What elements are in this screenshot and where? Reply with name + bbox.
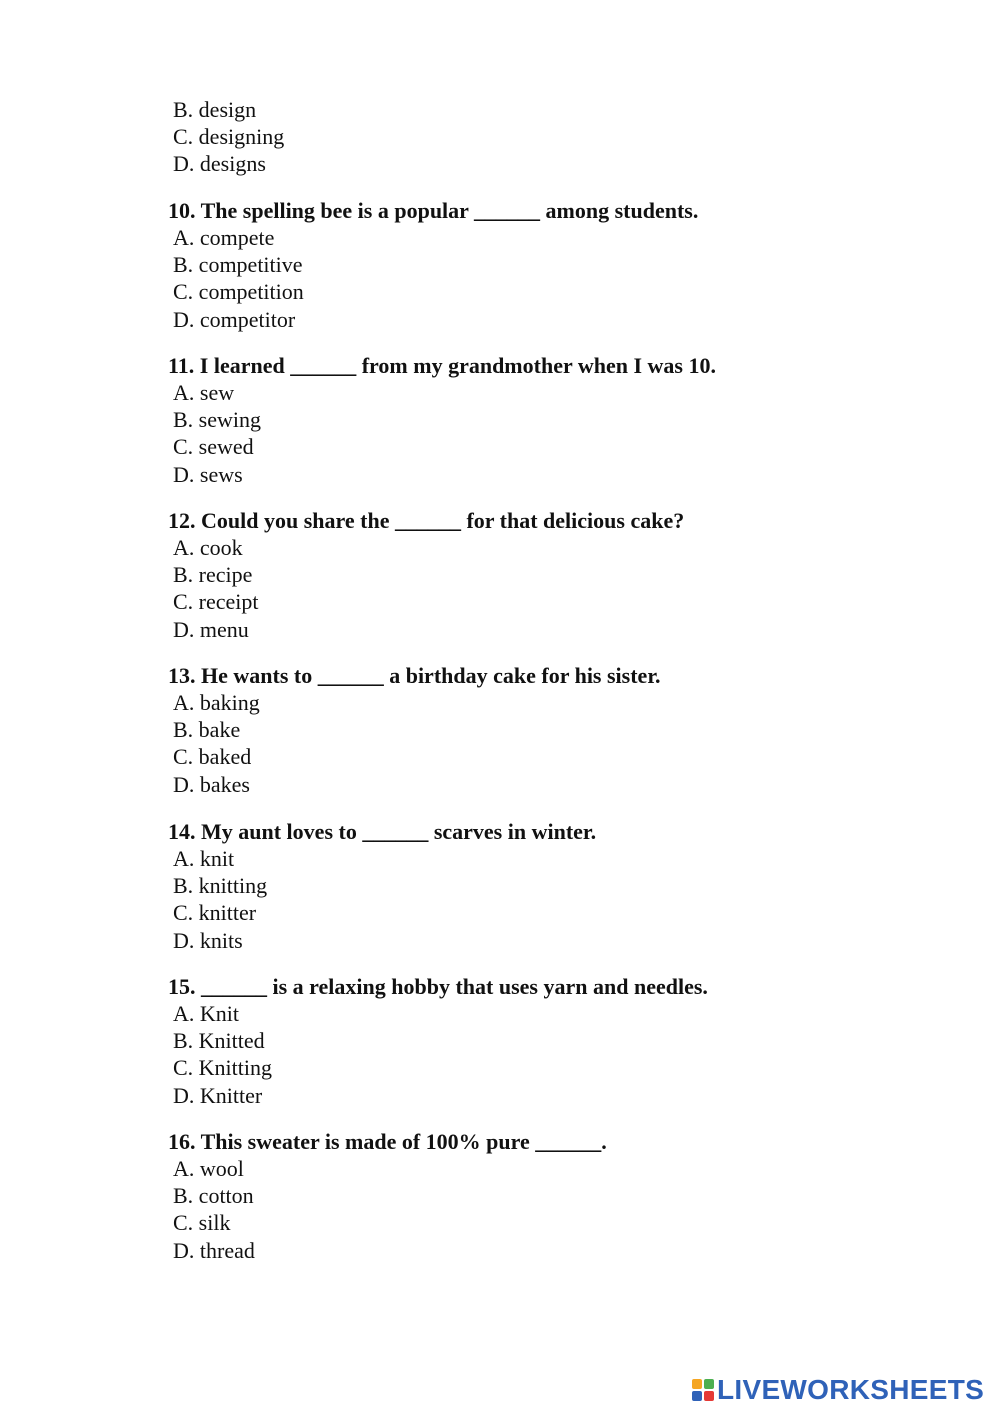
question-16-title: 16. This sweater is made of 100% pure ______.	[168, 1129, 607, 1154]
logo-square-icon	[692, 1379, 702, 1389]
option-9c[interactable]: C. designing	[173, 124, 285, 150]
option-10c[interactable]: C. competition	[173, 279, 304, 305]
question-13-title: 13. He wants to ______ a birthday cake for his sister.	[168, 663, 661, 688]
question-11-title: 11. I learned ______ from my grandmother when I was 10.	[168, 353, 716, 378]
option-14a[interactable]: A. knit	[173, 846, 235, 871]
logo-square-icon	[692, 1391, 702, 1401]
option-11c[interactable]: C. sewed	[173, 434, 254, 460]
option-14d[interactable]: D. knits	[173, 927, 243, 953]
question-10	[168, 197, 948, 333]
option-15a[interactable]: A. Knit	[173, 1001, 239, 1026]
option-12d[interactable]: D. menu	[173, 616, 249, 642]
question-12	[168, 507, 948, 643]
question-16	[168, 1128, 948, 1264]
question-15-title: 15. ______ is a relaxing hobby that uses yarn and needles.	[168, 974, 708, 999]
option-12c[interactable]: C. receipt	[173, 589, 259, 615]
option-15c[interactable]: C. Knitting	[173, 1055, 273, 1081]
option-16d[interactable]: D. thread	[173, 1237, 255, 1263]
option-13c[interactable]: C. baked	[173, 744, 252, 770]
option-10b[interactable]: B. competitive	[173, 252, 303, 278]
option-11d[interactable]: D. sews	[173, 461, 243, 487]
question-12-title: 12. Could you share the ______ for that delicious cake?	[168, 508, 685, 533]
option-16c[interactable]: C. silk	[173, 1210, 231, 1236]
option-13a[interactable]: A. baking	[173, 690, 260, 715]
question-10-title: 10. The spelling bee is a popular ______ among students.	[168, 198, 699, 223]
liveworksheets-logo	[692, 1374, 984, 1406]
option-10a[interactable]: A. compete	[173, 225, 275, 250]
question-13	[168, 662, 948, 798]
option-14c[interactable]: C. knitter	[173, 900, 257, 926]
option-16b[interactable]: B. cotton	[173, 1183, 254, 1209]
logo-text: LIVEWORKSHEETS	[717, 1374, 985, 1405]
option-15d[interactable]: D. Knitter	[173, 1082, 263, 1108]
option-9b[interactable]: B. design	[173, 97, 257, 122]
logo-square-icon	[704, 1391, 714, 1401]
option-16a[interactable]: A. wool	[173, 1156, 244, 1181]
logo-square-icon	[704, 1379, 714, 1389]
option-10d[interactable]: D. competitor	[173, 306, 296, 332]
question-14	[168, 818, 948, 954]
option-11b[interactable]: B. sewing	[173, 407, 261, 433]
option-9d[interactable]: D. designs	[173, 151, 266, 177]
option-12a[interactable]: A. cook	[173, 535, 243, 560]
question-9-fragment	[168, 96, 948, 178]
option-15b[interactable]: B. Knitted	[173, 1028, 265, 1054]
option-11a[interactable]: A. sew	[173, 380, 235, 405]
question-11	[168, 352, 948, 488]
question-14-title: 14. My aunt loves to ______ scarves in winter.	[168, 819, 597, 844]
option-14b[interactable]: B. knitting	[173, 873, 268, 899]
option-13b[interactable]: B. bake	[173, 717, 241, 743]
option-12b[interactable]: B. recipe	[173, 562, 253, 588]
option-13d[interactable]: D. bakes	[173, 771, 250, 797]
logo-grid-icon	[692, 1379, 714, 1401]
question-15	[168, 973, 948, 1109]
